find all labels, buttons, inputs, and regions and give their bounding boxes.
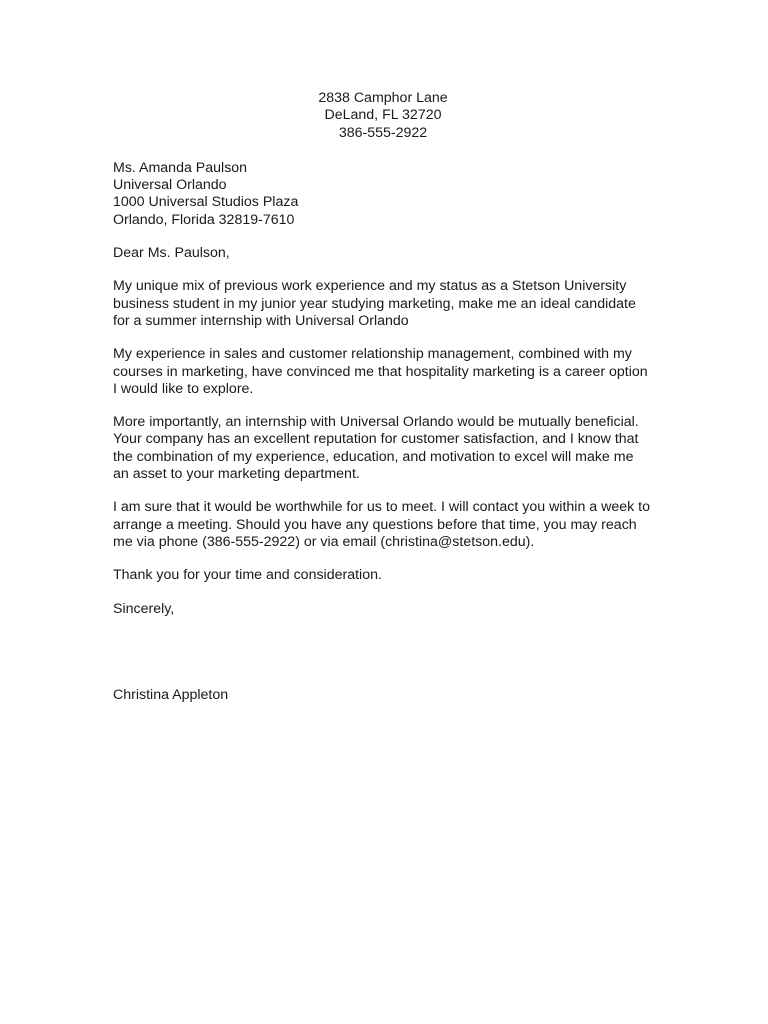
body-paragraph-3: More importantly, an internship with Universal Orlando would be mutually beneficial. Your company has an excellent reputation for customer satisfaction, and I know that the combination of my experience, education, and motivation to excel will make me an asset to your marketing department. [113, 414, 639, 483]
sender-street: 2838 Camphor Lane [318, 90, 448, 106]
body-paragraph-1: My unique mix of previous work experience and my status as a Stetson University business student in my junior year studying marketing, make me an ideal candidate for a summer internship with Universal Orlando [113, 278, 636, 329]
recipient-name: Ms. Amanda Paulson [113, 159, 248, 176]
body-paragraph-2: My experience in sales and customer relationship management, combined with my courses in marketing, have convinced me that hospitality marketing is a career option I would like to explore. [113, 346, 648, 397]
closing: Sincerely, [113, 600, 175, 617]
sender-phone: 386-555-2922 [338, 124, 428, 141]
sender-city: DeLand, FL 32720 [324, 107, 442, 124]
letter [113, 90, 653, 704]
salutation: Dear Ms. Paulson, [113, 245, 230, 262]
signature-name: Christina Appleton [113, 686, 229, 703]
sender-address [113, 90, 653, 142]
recipient-city: Orlando, Florida 32819-7610 [113, 211, 295, 228]
recipient-company: Universal Orlando [113, 177, 227, 194]
body-paragraph-4: I am sure that it would be worthwhile for us to meet. I will contact you within a week to arrange a meeting. Should you have any questions before that time, you may reach me via phone (386-555-2922) or via email (christina@stetson.edu). [113, 499, 651, 550]
recipient-street: 1000 Universal Studios Plaza [113, 194, 299, 211]
body-paragraph-5: Thank you for your time and consideration. [113, 567, 382, 584]
recipient-address [113, 160, 653, 229]
